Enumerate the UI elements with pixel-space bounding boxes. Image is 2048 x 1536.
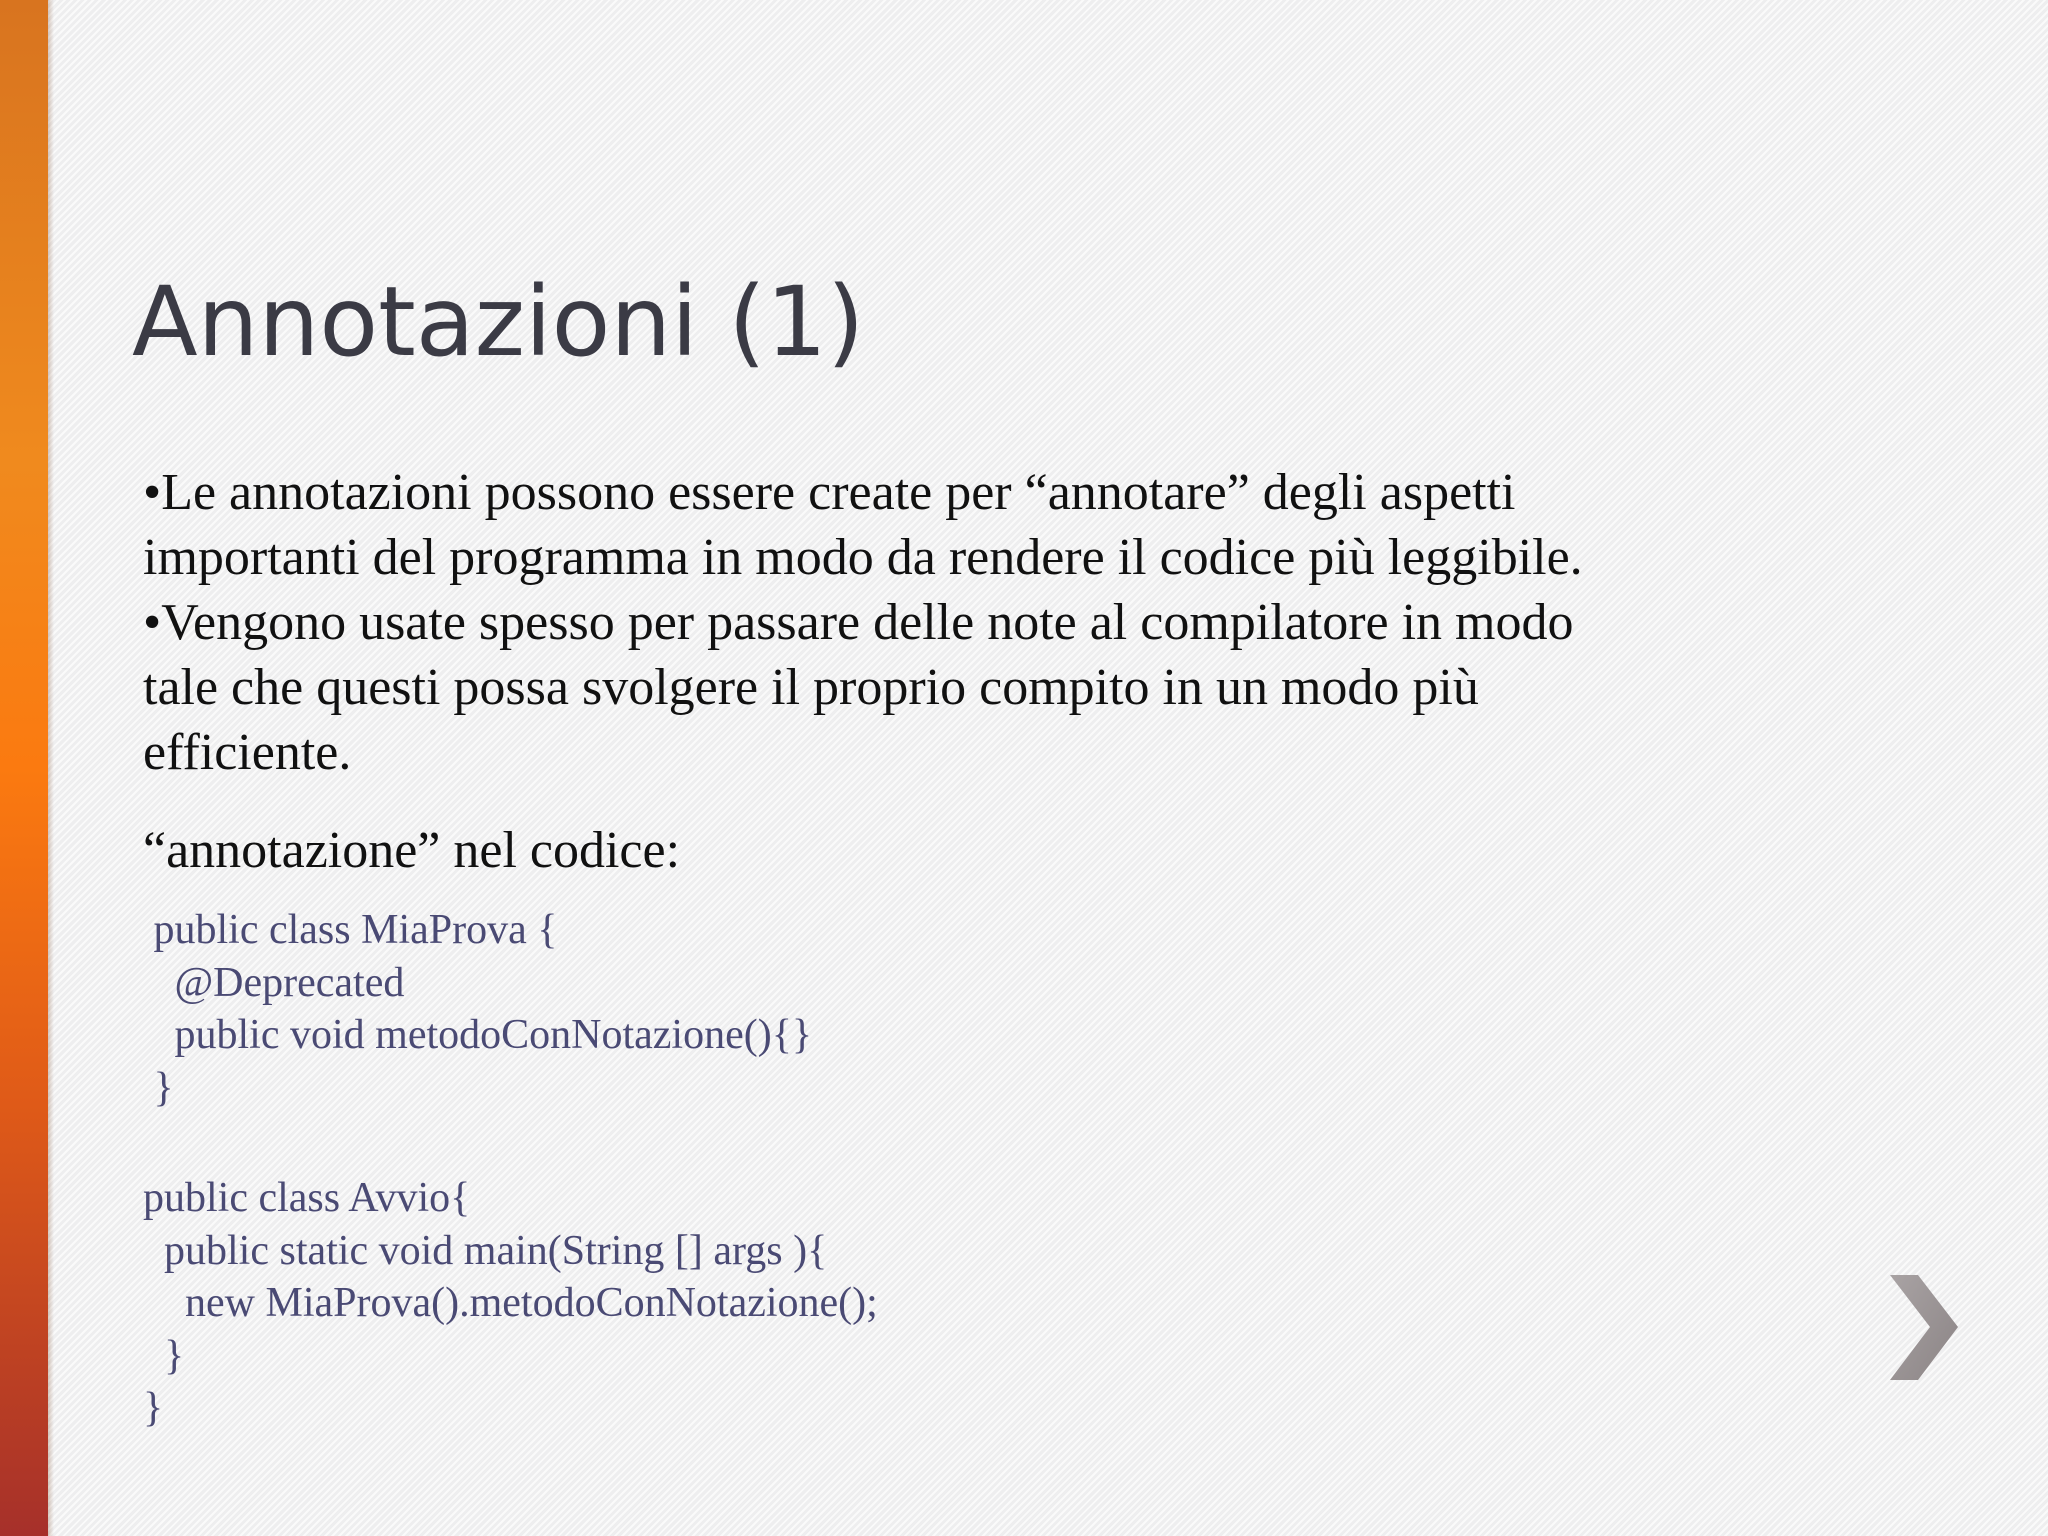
- code-line: @Deprecated: [143, 959, 405, 1006]
- body-line: importanti del programma in modo da rendere il codice più leggibile.: [143, 529, 1583, 586]
- code-line: public static void main(String [] args ){: [143, 1227, 828, 1274]
- body-line: •Le annotazioni possono essere create per “annotare” degli aspetti: [143, 464, 1516, 521]
- code-line: }: [143, 1332, 185, 1379]
- next-slide-button[interactable]: [1888, 1275, 1958, 1380]
- code-line: new MiaProva().metodoConNotazione();: [143, 1280, 878, 1326]
- accent-side-bar-shadow: [48, 0, 54, 1536]
- slide-body: [143, 460, 1943, 785]
- body-line: tale che questi possa svolgere il proprio compito in un modo più: [143, 659, 1479, 716]
- code-line: }: [143, 1064, 174, 1111]
- code-line: public class MiaProva {: [143, 907, 558, 953]
- body-line: efficiente.: [143, 724, 352, 781]
- code-block-miaprova: [143, 904, 1243, 1114]
- chevron-right-icon: [1888, 1275, 1958, 1380]
- slide-title: Annotazioni (1): [132, 266, 865, 378]
- code-line: public void metodoConNotazione(){}: [143, 1012, 813, 1058]
- code-line: public class Avvio{: [143, 1175, 471, 1221]
- accent-side-bar: [0, 0, 48, 1536]
- code-line: }: [143, 1385, 164, 1431]
- code-block-avvio: [143, 1172, 1243, 1435]
- body-line: •Vengono usate spesso per passare delle note al compilatore in modo: [143, 594, 1574, 651]
- code-label: “annotazione” nel codice:: [143, 822, 681, 879]
